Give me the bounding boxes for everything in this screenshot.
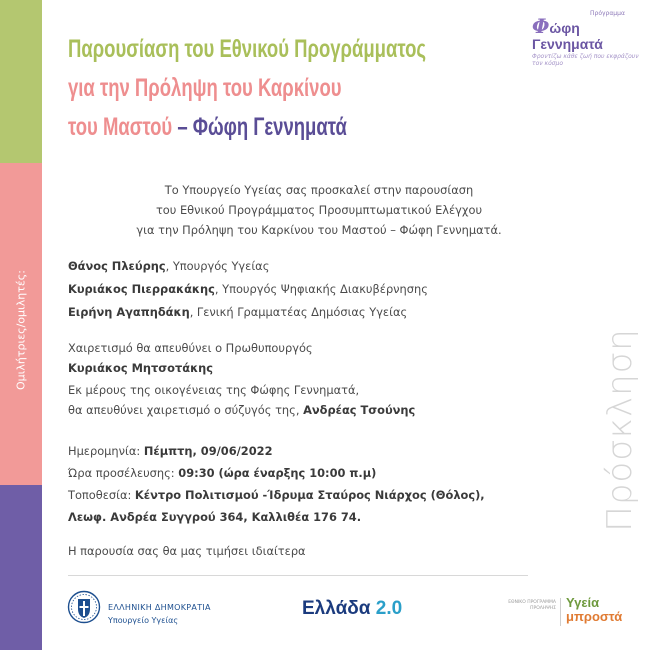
family-line-2: [68, 400, 578, 420]
speaker-item: [68, 255, 578, 278]
ygeia-program-label: ΕΘΝΙΚΟ ΠΡΟΓΡΑΜΜΑ ΠΡΟΛΗΨΗΣ: [508, 600, 556, 611]
ygeia-line-1: Υγεία: [566, 595, 600, 610]
title-line-1: Παρουσίαση του Εθνικού Προγράμματος: [68, 35, 427, 63]
event-address: Λεωφ. Ανδρέα Συγγρού 364, Καλλιθέα 176 74.: [68, 510, 362, 524]
program-logo-tagline: Φροντίζω κάθε ζωή που εκφράζουν τον κόσμο: [532, 53, 639, 67]
event-arrival: [68, 462, 578, 484]
speaker-name: Ειρήνη Αγαπηδάκη: [68, 305, 190, 319]
event-date: [68, 440, 578, 462]
title-line-2: για την Πρόληψη του Καρκίνου: [68, 74, 342, 102]
event-date-label: Ημερομηνία:: [68, 444, 144, 458]
ygeia-line-2: μπροστά: [566, 609, 623, 624]
intro-paragraph: [0, 180, 600, 240]
closing-line: Η παρουσία σας θα μας τιμήσει ιδιαίτερα: [68, 544, 306, 558]
ministry-line-2: Υπουργείο Υγείας: [108, 616, 179, 625]
ygeia-divider: [560, 598, 561, 626]
event-arrival-label: Ώρα προσέλευσης:: [68, 466, 179, 480]
event-location-value: Κέντρο Πολιτισμού -Ίδρυμα Σταύρος Νιάρχος (Θόλος),: [134, 488, 485, 502]
family-greeting: [68, 380, 578, 420]
intro-line: του Εθνικού Προγράμματος Προσυμπτωματικού Ελέγχου: [155, 203, 483, 217]
title-line-3-text: του Μαστού: [68, 113, 173, 141]
invitation-side-title: Πρόσκληση: [600, 328, 640, 532]
family-line-2-prefix: θα απευθύνει χαιρετισμό ο σύζυγός της,: [68, 403, 304, 417]
event-date-value: Πέμπτη, 09/06/2022: [143, 444, 273, 458]
program-logo-label: Πρόγραμμα: [590, 10, 625, 17]
family-speaker-name: Ανδρέας Τσούνης: [303, 403, 416, 417]
event-details: [68, 440, 578, 528]
ellada-text: Ελλάδα: [302, 598, 376, 619]
program-logo-name: [532, 14, 642, 52]
program-logo-name-rest: ώφη Γεννηματά: [532, 20, 603, 52]
event-location-label: Τοποθεσία:: [68, 488, 135, 502]
family-line-1: Εκ μέρους της οικογένειας της Φώφης Γεννηματά,: [68, 383, 360, 397]
title-line-3: [68, 108, 426, 147]
program-logo-initial: Φ: [532, 14, 550, 38]
speaker-name: Κυριάκος Πιερρακάκης: [68, 282, 215, 296]
greek-emblem-icon: [67, 590, 101, 624]
ygeia-mprosta-logo: [566, 596, 622, 624]
title-dash: –: [177, 113, 188, 141]
event-arrival-value: 09:30 (ώρα έναρξης 10:00 π.μ): [178, 466, 377, 480]
purple-stripe: [0, 485, 42, 650]
ministry-line-1: ΕΛΛΗΝΙΚΗ ΔΗΜΟΚΡΑΤΙΑ: [108, 603, 211, 612]
pm-greeting: [68, 338, 578, 378]
ministry-logo-text: [108, 601, 211, 627]
ellada-2-0-logo: [302, 598, 402, 620]
intro-line: Το Υπουργείο Υγείας σας προσκαλεί στην παρουσίαση: [164, 183, 474, 197]
page-title: [68, 30, 426, 147]
green-stripe: [0, 0, 42, 163]
speaker-item: [68, 301, 578, 324]
pm-name: Κυριάκος Μητσοτάκης: [68, 361, 214, 375]
title-name: Φώφη Γεννηματά: [192, 113, 347, 141]
pm-greeting-text: Χαιρετισμό θα απευθύνει ο Πρωθυπουργός: [68, 341, 313, 355]
footer-divider: [68, 575, 528, 576]
speakers-side-label: Ομιλήτριες/ομιλητές:: [14, 270, 28, 390]
speaker-role: , Υπουργός Ψηφιακής Διακυβέρνησης: [214, 282, 428, 296]
ellada-version: 2.0: [375, 598, 403, 619]
intro-line: για την Πρόληψη του Καρκίνου του Μαστού – Φώφη Γεννηματά.: [136, 223, 502, 237]
speaker-name: Θάνος Πλεύρης: [68, 259, 166, 273]
program-logo: [532, 10, 642, 67]
speaker-role: , Υπουργός Υγείας: [165, 259, 270, 273]
event-location: [68, 484, 578, 506]
speaker-item: [68, 278, 578, 301]
speakers-list: [68, 255, 578, 324]
speaker-role: , Γενική Γραμματέας Δημόσιας Υγείας: [189, 305, 408, 319]
